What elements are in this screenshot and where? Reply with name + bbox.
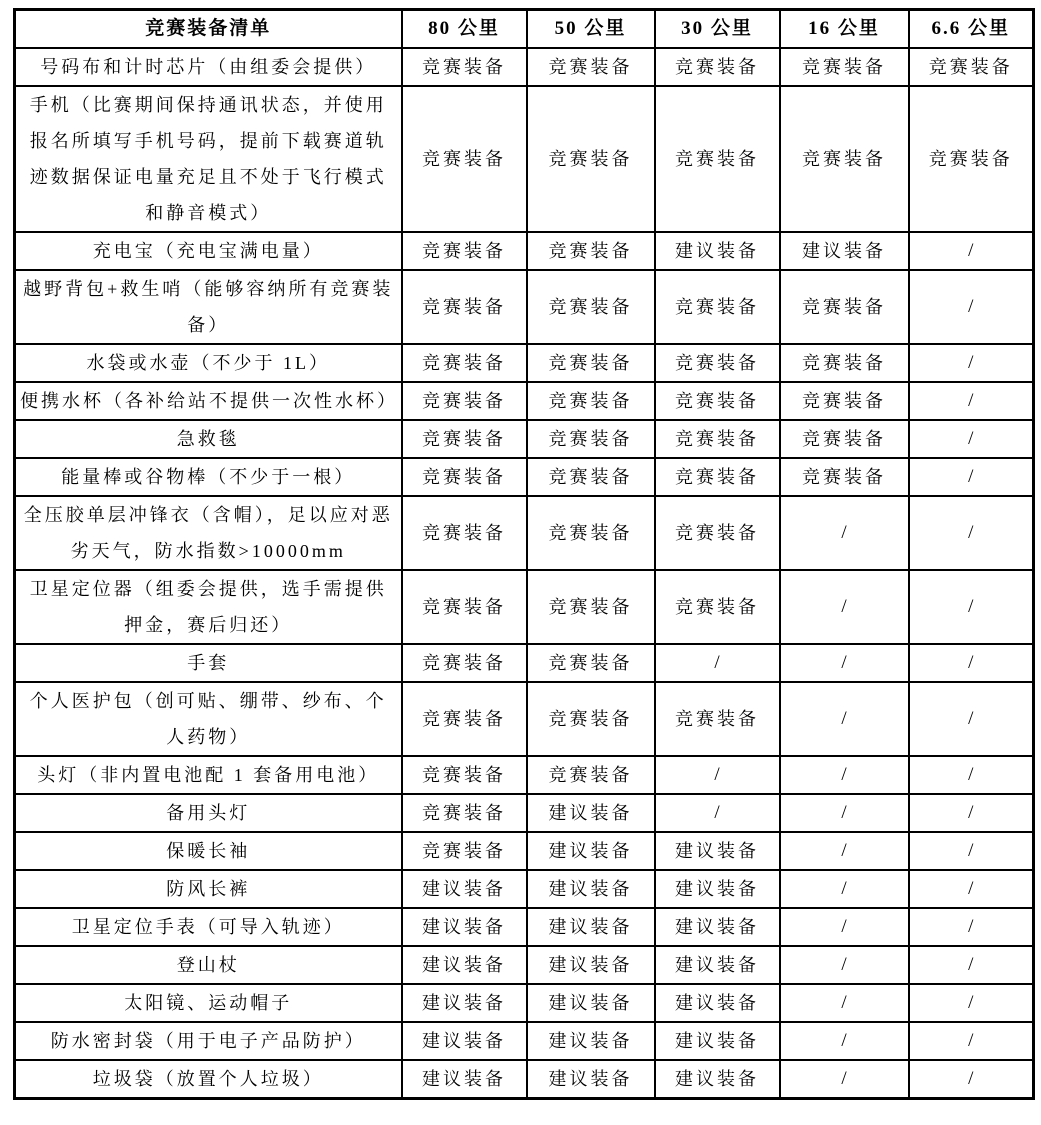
header-distance: 50 公里: [527, 10, 655, 49]
equipment-status-cell: 竞赛装备: [527, 756, 655, 794]
not-required-cell: /: [909, 794, 1034, 832]
header-equipment-list: 竞赛装备清单: [15, 10, 402, 49]
item-name-cell: 登山杖: [15, 946, 402, 984]
not-required-cell: /: [780, 794, 909, 832]
table-row: [15, 832, 1034, 870]
item-name-cell: 头灯（非内置电池配 1 套备用电池）: [15, 756, 402, 794]
equipment-status-cell: 竞赛装备: [780, 48, 909, 86]
not-required-cell: /: [655, 794, 780, 832]
not-required-cell: /: [909, 644, 1034, 682]
not-required-cell: /: [780, 756, 909, 794]
not-required-cell: /: [655, 756, 780, 794]
equipment-status-cell: 竞赛装备: [655, 496, 780, 570]
equipment-status-cell: 竞赛装备: [402, 682, 527, 756]
not-required-cell: /: [780, 644, 909, 682]
table-row: [15, 382, 1034, 420]
equipment-status-cell: 竞赛装备: [655, 570, 780, 644]
table-row: [15, 1060, 1034, 1099]
item-name-cell: 手套: [15, 644, 402, 682]
item-name-cell: 充电宝（充电宝满电量）: [15, 232, 402, 270]
equipment-status-cell: 竞赛装备: [527, 420, 655, 458]
table-row: [15, 644, 1034, 682]
equipment-status-cell: 竞赛装备: [780, 344, 909, 382]
table-row: [15, 344, 1034, 382]
item-name-cell: 水袋或水壶（不少于 1L）: [15, 344, 402, 382]
equipment-status-cell: 竞赛装备: [402, 496, 527, 570]
not-required-cell: /: [780, 908, 909, 946]
item-name-cell: 个人医护包（创可贴、绷带、纱布、个人药物）: [15, 682, 402, 756]
table-row: [15, 496, 1034, 570]
equipment-status-cell: 建议装备: [655, 232, 780, 270]
equipment-status-cell: 竞赛装备: [655, 86, 780, 232]
equipment-status-cell: 建议装备: [655, 984, 780, 1022]
table-row: [15, 86, 1034, 232]
equipment-status-cell: 竞赛装备: [655, 420, 780, 458]
not-required-cell: /: [780, 682, 909, 756]
equipment-status-cell: 竞赛装备: [402, 458, 527, 496]
table-row: [15, 682, 1034, 756]
equipment-status-cell: 建议装备: [402, 870, 527, 908]
equipment-status-cell: 竞赛装备: [780, 458, 909, 496]
not-required-cell: /: [780, 946, 909, 984]
header-distance: 30 公里: [655, 10, 780, 49]
equipment-status-cell: 竞赛装备: [909, 86, 1034, 232]
equipment-status-cell: 建议装备: [402, 1060, 527, 1099]
equipment-status-cell: 建议装备: [527, 908, 655, 946]
header-distance: 16 公里: [780, 10, 909, 49]
not-required-cell: /: [909, 682, 1034, 756]
item-name-cell: 越野背包+救生哨（能够容纳所有竞赛装备）: [15, 270, 402, 344]
not-required-cell: /: [909, 984, 1034, 1022]
equipment-status-cell: 竞赛装备: [780, 382, 909, 420]
not-required-cell: /: [909, 1022, 1034, 1060]
equipment-status-cell: 建议装备: [655, 832, 780, 870]
item-name-cell: 保暖长袖: [15, 832, 402, 870]
not-required-cell: /: [909, 344, 1034, 382]
equipment-status-cell: 竞赛装备: [402, 232, 527, 270]
table-row: [15, 48, 1034, 86]
equipment-status-cell: 竞赛装备: [527, 270, 655, 344]
not-required-cell: /: [909, 496, 1034, 570]
equipment-status-cell: 竞赛装备: [527, 344, 655, 382]
equipment-status-cell: 建议装备: [780, 232, 909, 270]
equipment-status-cell: 竞赛装备: [655, 682, 780, 756]
equipment-status-cell: 竞赛装备: [402, 756, 527, 794]
equipment-status-cell: 建议装备: [527, 870, 655, 908]
equipment-status-cell: 建议装备: [527, 1060, 655, 1099]
table-row: [15, 232, 1034, 270]
not-required-cell: /: [780, 570, 909, 644]
equipment-status-cell: 建议装备: [527, 832, 655, 870]
equipment-status-cell: 建议装备: [527, 1022, 655, 1060]
item-name-cell: 卫星定位手表（可导入轨迹）: [15, 908, 402, 946]
equipment-status-cell: 竞赛装备: [527, 382, 655, 420]
item-name-cell: 手机（比赛期间保持通讯状态，并使用报名所填写手机号码，提前下载赛道轨迹数据保证电量充足且不处于飞行模式和静音模式）: [15, 86, 402, 232]
table-row: [15, 946, 1034, 984]
equipment-status-cell: 建议装备: [527, 794, 655, 832]
table-row: [15, 420, 1034, 458]
item-name-cell: 全压胶单层冲锋衣（含帽），足以应对恶劣天气，防水指数>10000mm: [15, 496, 402, 570]
equipment-status-cell: 竞赛装备: [402, 382, 527, 420]
table-row: [15, 984, 1034, 1022]
equipment-status-cell: 竞赛装备: [402, 570, 527, 644]
equipment-status-cell: 竞赛装备: [402, 270, 527, 344]
equipment-status-cell: 建议装备: [655, 870, 780, 908]
equipment-status-cell: 竞赛装备: [655, 344, 780, 382]
table-row: [15, 908, 1034, 946]
equipment-status-cell: 竞赛装备: [655, 270, 780, 344]
equipment-status-cell: 竞赛装备: [402, 86, 527, 232]
item-name-cell: 防水密封袋（用于电子产品防护）: [15, 1022, 402, 1060]
not-required-cell: /: [909, 946, 1034, 984]
item-name-cell: 垃圾袋（放置个人垃圾）: [15, 1060, 402, 1099]
equipment-status-cell: 竞赛装备: [402, 420, 527, 458]
equipment-status-cell: 建议装备: [527, 984, 655, 1022]
not-required-cell: /: [909, 458, 1034, 496]
equipment-status-cell: 建议装备: [655, 1060, 780, 1099]
item-name-cell: 号码布和计时芯片（由组委会提供）: [15, 48, 402, 86]
header-distance: 80 公里: [402, 10, 527, 49]
table-row: [15, 458, 1034, 496]
equipment-checklist-table: [13, 8, 1035, 1100]
equipment-status-cell: 竞赛装备: [527, 48, 655, 86]
equipment-status-cell: 建议装备: [527, 946, 655, 984]
equipment-status-cell: 竞赛装备: [402, 344, 527, 382]
equipment-status-cell: 竞赛装备: [780, 270, 909, 344]
not-required-cell: /: [655, 644, 780, 682]
equipment-status-cell: 竞赛装备: [527, 570, 655, 644]
header-row: [15, 10, 1034, 49]
item-name-cell: 卫星定位器（组委会提供，选手需提供押金，赛后归还）: [15, 570, 402, 644]
equipment-status-cell: 竞赛装备: [527, 682, 655, 756]
not-required-cell: /: [780, 870, 909, 908]
equipment-status-cell: 竞赛装备: [780, 420, 909, 458]
equipment-status-cell: 竞赛装备: [655, 382, 780, 420]
equipment-status-cell: 建议装备: [655, 946, 780, 984]
not-required-cell: /: [909, 232, 1034, 270]
not-required-cell: /: [909, 382, 1034, 420]
not-required-cell: /: [780, 496, 909, 570]
table-row: [15, 794, 1034, 832]
equipment-status-cell: 竞赛装备: [527, 496, 655, 570]
equipment-status-cell: 竞赛装备: [527, 86, 655, 232]
header-distance: 6.6 公里: [909, 10, 1034, 49]
not-required-cell: /: [909, 908, 1034, 946]
not-required-cell: /: [780, 984, 909, 1022]
equipment-status-cell: 竞赛装备: [402, 794, 527, 832]
equipment-status-cell: 竞赛装备: [780, 86, 909, 232]
not-required-cell: /: [909, 570, 1034, 644]
equipment-status-cell: 建议装备: [655, 908, 780, 946]
not-required-cell: /: [909, 270, 1034, 344]
equipment-status-cell: 竞赛装备: [527, 232, 655, 270]
equipment-status-cell: 竞赛装备: [655, 458, 780, 496]
not-required-cell: /: [780, 832, 909, 870]
equipment-status-cell: 建议装备: [402, 908, 527, 946]
table-row: [15, 870, 1034, 908]
item-name-cell: 急救毯: [15, 420, 402, 458]
item-name-cell: 备用头灯: [15, 794, 402, 832]
equipment-status-cell: 竞赛装备: [527, 644, 655, 682]
not-required-cell: /: [909, 870, 1034, 908]
item-name-cell: 太阳镜、运动帽子: [15, 984, 402, 1022]
equipment-status-cell: 建议装备: [402, 984, 527, 1022]
not-required-cell: /: [909, 420, 1034, 458]
table-row: [15, 1022, 1034, 1060]
equipment-status-cell: 建议装备: [402, 1022, 527, 1060]
table-row: [15, 570, 1034, 644]
not-required-cell: /: [909, 832, 1034, 870]
table-row: [15, 270, 1034, 344]
equipment-status-cell: 竞赛装备: [655, 48, 780, 86]
equipment-status-cell: 建议装备: [655, 1022, 780, 1060]
equipment-status-cell: 建议装备: [402, 946, 527, 984]
equipment-status-cell: 竞赛装备: [402, 832, 527, 870]
not-required-cell: /: [909, 1060, 1034, 1099]
not-required-cell: /: [780, 1060, 909, 1099]
equipment-status-cell: 竞赛装备: [402, 48, 527, 86]
table-row: [15, 756, 1034, 794]
not-required-cell: /: [780, 1022, 909, 1060]
item-name-cell: 防风长裤: [15, 870, 402, 908]
equipment-status-cell: 竞赛装备: [909, 48, 1034, 86]
equipment-status-cell: 竞赛装备: [402, 644, 527, 682]
item-name-cell: 能量棒或谷物棒（不少于一根）: [15, 458, 402, 496]
equipment-status-cell: 竞赛装备: [527, 458, 655, 496]
not-required-cell: /: [909, 756, 1034, 794]
item-name-cell: 便携水杯（各补给站不提供一次性水杯）: [15, 382, 402, 420]
table-body: [15, 48, 1034, 1099]
